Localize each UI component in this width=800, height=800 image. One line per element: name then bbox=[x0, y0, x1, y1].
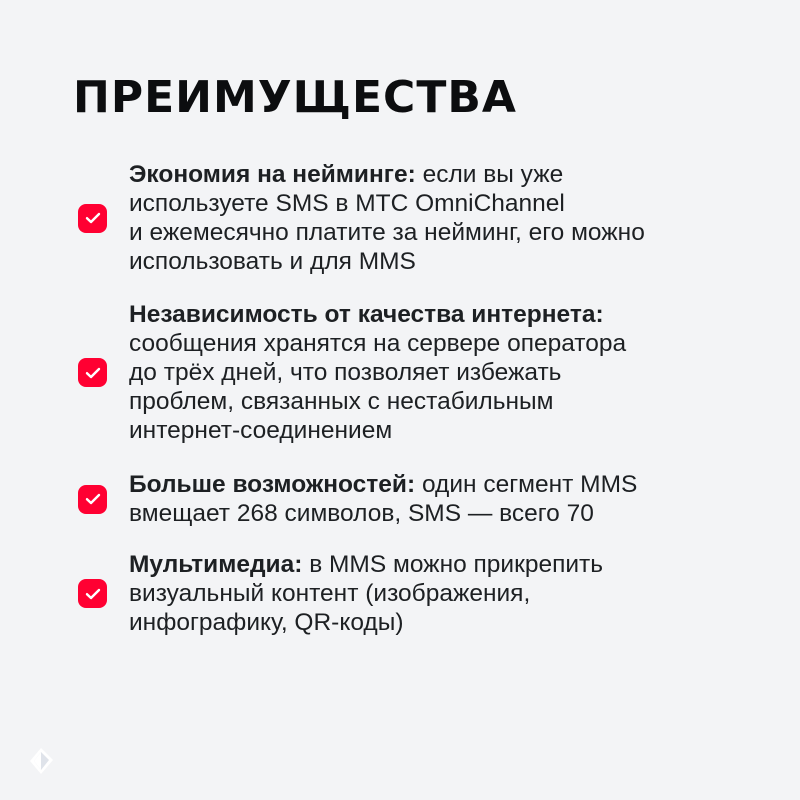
benefit-description-line: сообщения хранятся на сервере оператора bbox=[129, 330, 627, 357]
benefit-title: Независимость от качества интернета: bbox=[129, 301, 604, 328]
benefit-item bbox=[78, 470, 738, 528]
benefit-item bbox=[78, 160, 738, 276]
benefit-first-line bbox=[129, 470, 637, 499]
benefit-description-line: вмещает 268 символов, SMS — всего 70 bbox=[129, 500, 594, 527]
benefit-first-line bbox=[129, 550, 603, 579]
benefit-description-line: и ежемесячно платите за нейминг, его можно bbox=[129, 219, 645, 246]
page-title: ПРЕИМУЩЕСТВА bbox=[73, 72, 517, 123]
benefit-text bbox=[129, 470, 637, 528]
benefit-description-line: визуальный контент (изображения, bbox=[129, 580, 531, 607]
checkmark-icon bbox=[78, 204, 107, 233]
brand-logo-icon bbox=[26, 746, 56, 776]
checkmark-icon bbox=[78, 485, 107, 514]
benefit-title: Мультимедиа: bbox=[129, 551, 303, 578]
benefit-text bbox=[129, 160, 645, 276]
benefit-title: Экономия на нейминге: bbox=[129, 161, 416, 188]
benefit-description-line: в MMS можно прикрепить bbox=[309, 551, 604, 578]
benefit-description-line: интернет-соединением bbox=[129, 417, 393, 444]
benefit-item bbox=[78, 300, 738, 445]
benefit-first-line bbox=[129, 160, 645, 189]
checkmark-icon bbox=[78, 358, 107, 387]
benefit-title: Больше возможностей: bbox=[129, 471, 416, 498]
benefit-text bbox=[129, 550, 603, 637]
benefit-description-line: один сегмент MMS bbox=[421, 471, 638, 498]
benefit-description-line: использовать и для MMS bbox=[129, 248, 416, 275]
benefit-description-line: используете SMS в МТС OmniChannel bbox=[129, 190, 565, 217]
benefit-description-line: инфографику, QR-коды) bbox=[129, 609, 404, 636]
benefit-description-line: проблем, связанных с нестабильным bbox=[129, 388, 554, 415]
checkmark-icon bbox=[78, 579, 107, 608]
benefit-description-line: до трёх дней, что позволяет избежать bbox=[129, 359, 562, 386]
benefit-item bbox=[78, 550, 738, 637]
benefit-text bbox=[129, 300, 626, 445]
benefit-description-line: если вы уже bbox=[422, 161, 564, 188]
